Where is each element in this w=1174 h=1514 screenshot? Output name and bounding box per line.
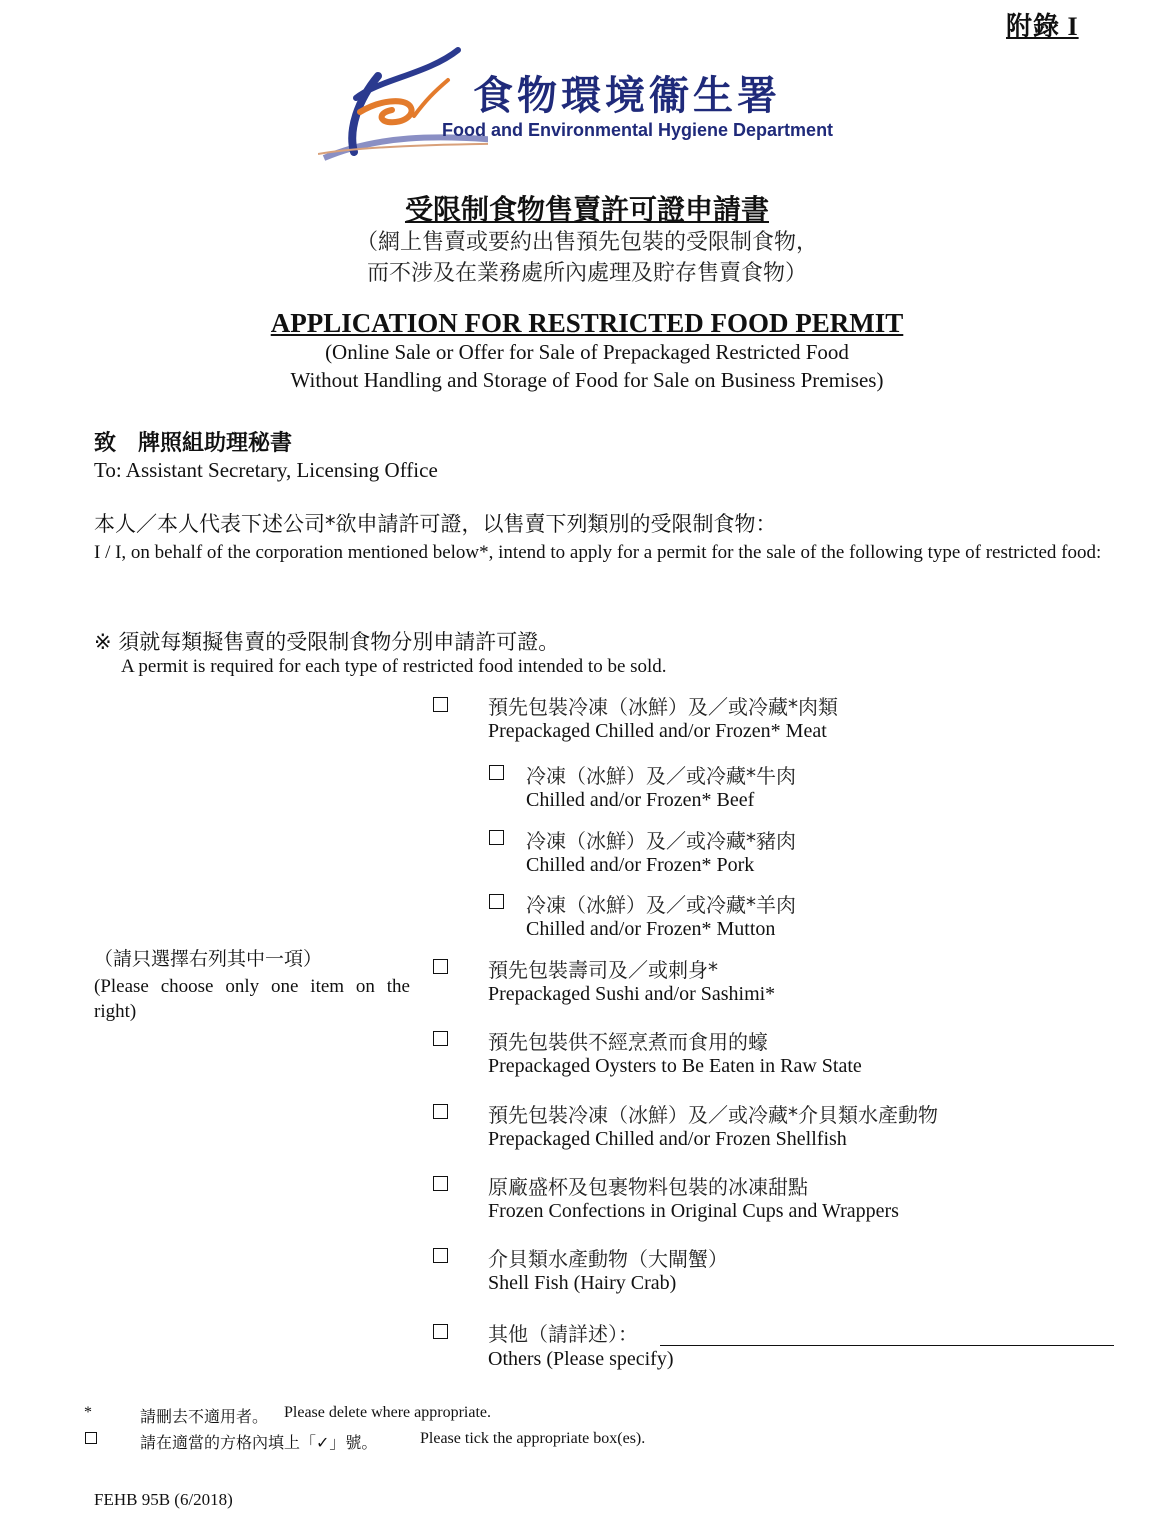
footnote-asterisk-en: Please delete where appropriate. [284, 1404, 492, 1421]
item-label-zh: 原廠盛杯及包裹物料包裝的冰凍甜點 [488, 1175, 808, 1199]
item-label-zh: 冷凍（冰鮮）及／或冷藏*豬肉 [526, 829, 796, 853]
item-label-zh: 預先包裝冷凍（冰鮮）及／或冷藏*介貝類水產動物 [488, 1103, 938, 1127]
checkbox-frozen-confections[interactable] [433, 1176, 448, 1191]
title-chinese: 受限制食物售賣許可證申請書 [404, 193, 769, 226]
logo-english-name: Food and Environmental Hygiene Department [442, 120, 834, 140]
item-label-en: Chilled and/or Frozen* Beef [526, 789, 755, 811]
item-label-en: Chilled and/or Frozen* Mutton [526, 918, 776, 940]
item-label-en: Prepackaged Sushi and/or Sashimi* [488, 983, 776, 1005]
intro-chinese: 本人／本人代表下述公司*欲申請許可證，以售賣下列類別的受限制食物： [94, 512, 777, 536]
checkbox-beef[interactable] [489, 765, 504, 780]
item-label-en: Prepackaged Oysters to Be Eaten in Raw State [488, 1055, 862, 1077]
recipient-chinese: 致 牌照組助理秘書 [94, 431, 293, 456]
item-label-en: Chilled and/or Frozen* Pork [526, 854, 755, 876]
subtitle-english-line1: (Online Sale or Offer for Sale of Prepackaged Restricted Food [325, 340, 849, 364]
form-code: FEHB 95B (6/2018) [94, 1490, 233, 1509]
checkbox-prepackaged-meat[interactable] [433, 697, 448, 712]
appendix-label: 附錄 I [1006, 12, 1079, 41]
item-label-zh: 其他（請詳述）： [488, 1322, 638, 1346]
fehd-emblem-icon [318, 40, 488, 164]
footnote-tick-en: Please tick the appropriate box(es). [420, 1430, 646, 1447]
note-chinese: ※ 須就每類擬售賣的受限制食物分別申請許可證。 [94, 630, 560, 654]
item-label-en: Shell Fish (Hairy Crab) [488, 1272, 677, 1294]
subtitle-english-line2: Without Handling and Storage of Food for Sale on Business Premises) [290, 368, 884, 392]
item-label-zh: 預先包裝壽司及／或刺身* [488, 958, 718, 982]
item-label-en: Others (Please specify) [488, 1348, 674, 1370]
item-label-zh: 冷凍（冰鮮）及／或冷藏*羊肉 [526, 893, 796, 917]
item-label-zh: 預先包裝供不經烹煮而食用的蠔 [488, 1030, 768, 1054]
subtitle-chinese-line1: （網上售賣或要約出售預先包裝的受限制食物， [355, 230, 818, 255]
item-label-zh: 冷凍（冰鮮）及／或冷藏*牛肉 [526, 764, 796, 788]
checkbox-mutton[interactable] [489, 894, 504, 909]
item-label-en: Prepackaged Chilled and/or Frozen Shellfish [488, 1128, 847, 1150]
checkbox-others[interactable] [433, 1324, 448, 1339]
recipient-english: To: Assistant Secretary, Licensing Office [94, 458, 438, 482]
item-label-en: Prepackaged Chilled and/or Frozen* Meat [488, 720, 827, 742]
logo-chinese-name: 食物環境衞生署 [473, 73, 781, 119]
footnote-box-icon [85, 1432, 97, 1444]
subtitle-chinese-line2: 而不涉及在業務處所內處理及貯存售賣食物） [366, 261, 807, 286]
note-english: A permit is required for each type of restricted food intended to be sold. [121, 656, 667, 677]
item-label-zh: 預先包裝冷凍（冰鮮）及／或冷藏*肉類 [488, 695, 838, 719]
fehd-logo [318, 40, 858, 164]
title-english: APPLICATION FOR RESTRICTED FOOD PERMIT [270, 308, 904, 338]
checkbox-sushi-sashimi[interactable] [433, 959, 448, 974]
checkbox-pork[interactable] [489, 830, 504, 845]
checkbox-shellfish[interactable] [433, 1104, 448, 1119]
footnote-asterisk-mark: * [84, 1404, 92, 1421]
others-specify-field[interactable] [660, 1345, 1114, 1346]
item-label-zh: 介貝類水產動物（大閘蟹） [488, 1247, 728, 1271]
checkbox-raw-oysters[interactable] [433, 1031, 448, 1046]
intro-english: I / I, on behalf of the corporation mentioned below*, intend to apply for a permit for the sale of the following type of restricted food: [94, 542, 1102, 563]
item-label-en: Frozen Confections in Original Cups and Wrappers [488, 1200, 899, 1222]
footnote-tick-zh: 請在適當的方格內填上「✓」號。 [140, 1433, 378, 1452]
checkbox-hairy-crab[interactable] [433, 1248, 448, 1263]
choose-one-english: (Please choose only one item on the right) [94, 976, 410, 1022]
footnote-asterisk-zh: 請刪去不適用者。 [140, 1407, 269, 1426]
choose-one-chinese: （請只選擇右列其中一項） [94, 948, 323, 970]
